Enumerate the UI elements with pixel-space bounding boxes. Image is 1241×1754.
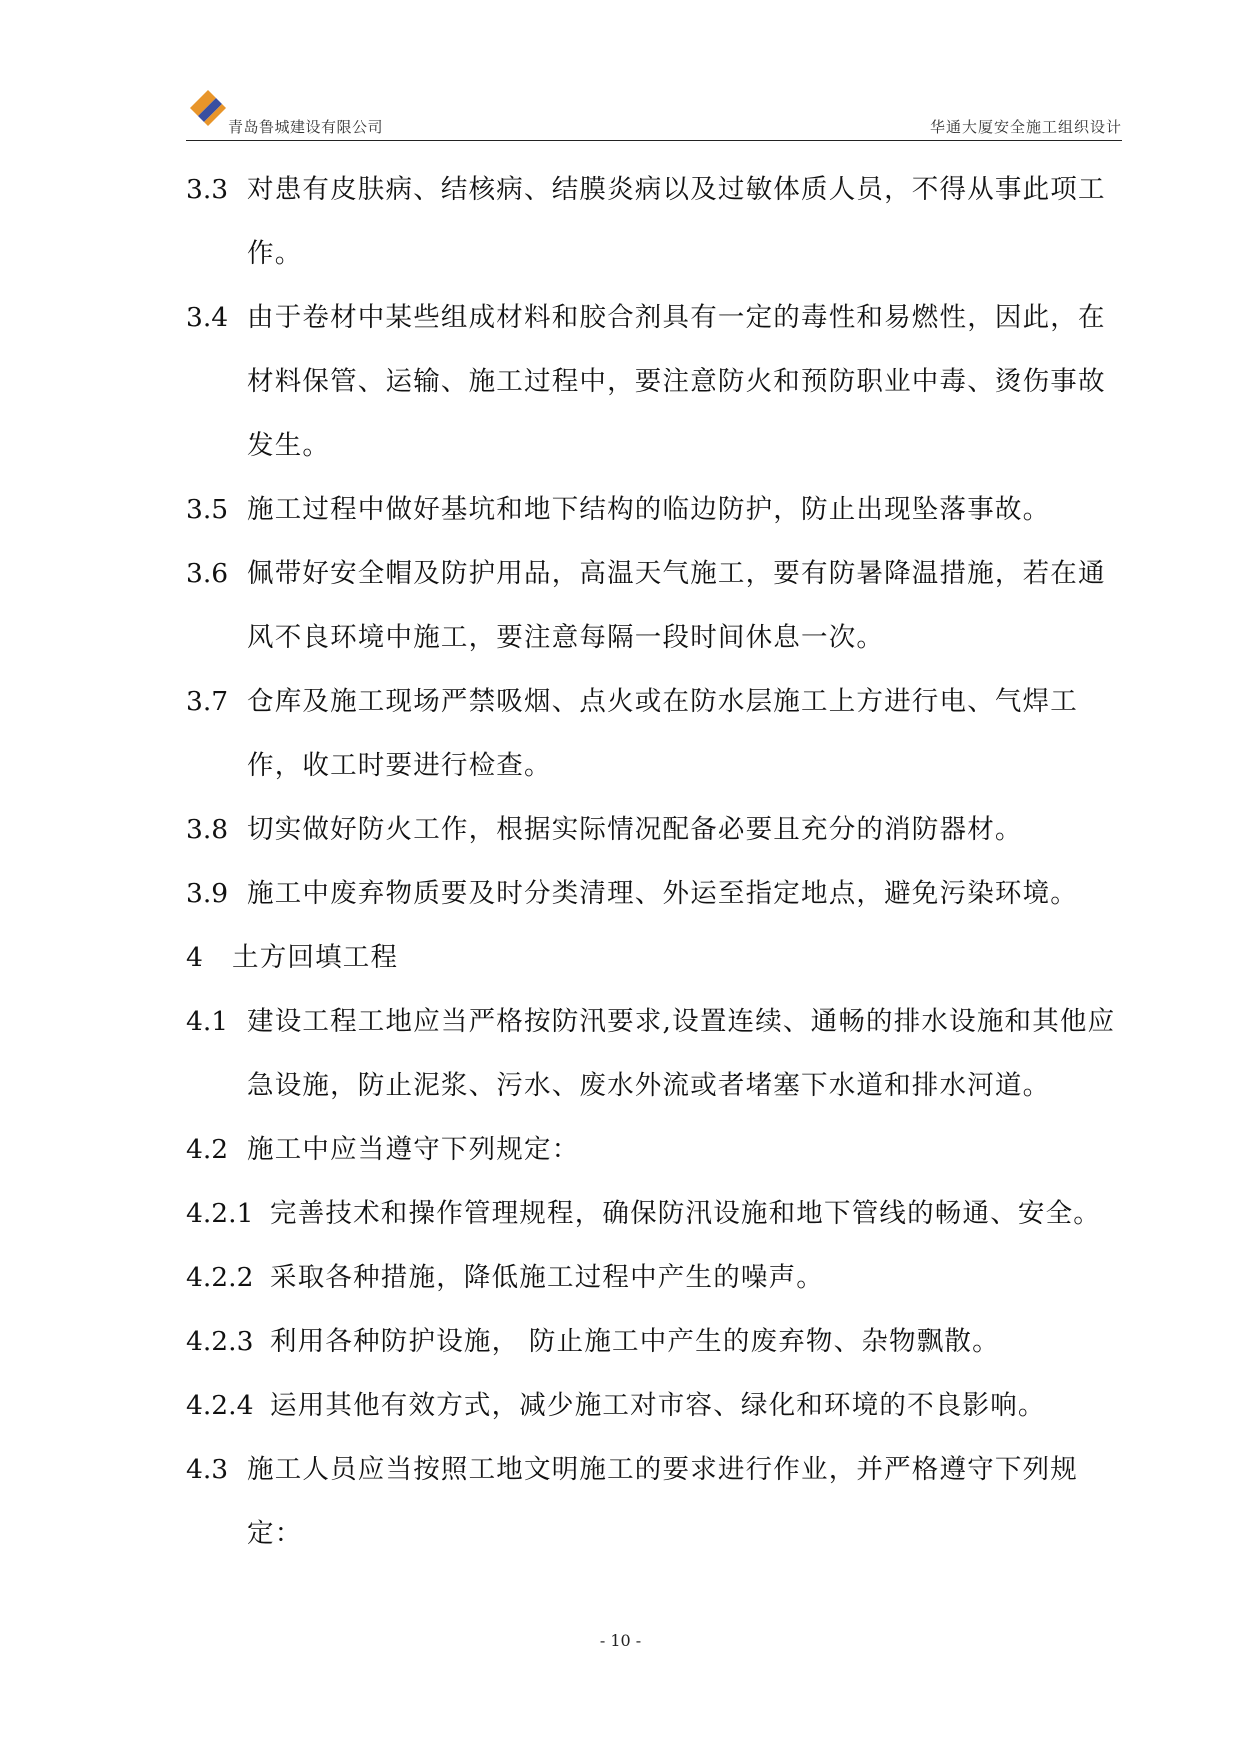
list-item <box>186 1310 1126 1374</box>
list-item <box>186 1438 1126 1566</box>
document-title: 华通大厦安全施工组织设计 <box>929 118 1122 136</box>
list-item <box>186 1182 1126 1246</box>
section-number: 4 <box>186 942 203 973</box>
list-item <box>186 1118 1126 1182</box>
clause-number: 4.2.2 <box>186 1262 254 1293</box>
list-item <box>186 542 1126 670</box>
list-item <box>186 286 1126 478</box>
clause-text: 对患有皮肤病、结核病、结膜炎病以及过敏体质人员，不得从事此项工作。 <box>247 174 1106 269</box>
clause-number: 4.1 <box>186 1006 229 1037</box>
clause-number: 3.9 <box>186 878 229 909</box>
clause-text: 由于卷材中某些组成材料和胶合剂具有一定的毒性和易燃性，因此，在材料保管、运输、施工过程中，要注意防火和预防职业中毒、烫伤事故发生。 <box>247 302 1106 461</box>
clause-number: 4.3 <box>186 1454 229 1485</box>
clause-text: 仓库及施工现场严禁吸烟、点火或在防水层施工上方进行电、气焊工作，收工时要进行检查。 <box>247 686 1078 781</box>
list-item <box>186 1374 1126 1438</box>
clause-text: 切实做好防火工作，根据实际情况配备必要且充分的消防器材。 <box>247 814 1023 845</box>
clause-text: 采取各种措施，降低施工过程中产生的噪声。 <box>270 1262 824 1293</box>
clause-number: 4.2 <box>186 1134 229 1165</box>
clause-number: 3.7 <box>186 686 229 717</box>
page-number: - 10 - <box>599 1631 642 1650</box>
list-item <box>186 1246 1126 1310</box>
list-item <box>186 862 1126 926</box>
clause-text: 佩带好安全帽及防护用品，高温天气施工，要有防暑降温措施，若在通风不良环境中施工，要注意每隔一段时间休息一次。 <box>247 558 1106 653</box>
page-header <box>186 86 1122 142</box>
clause-text: 施工过程中做好基坑和地下结构的临边防护，防止出现坠落事故。 <box>247 494 1051 525</box>
clause-text: 利用各种防护设施， 防止施工中产生的废弃物、杂物飘散。 <box>270 1326 1000 1357</box>
company-logo-icon <box>186 86 230 130</box>
list-item <box>186 798 1126 862</box>
clause-number: 4.2.1 <box>186 1198 254 1229</box>
list-item <box>186 478 1126 542</box>
list-item <box>186 990 1126 1118</box>
clause-text: 完善技术和操作管理规程，确保防汛设施和地下管线的畅通、安全。 <box>270 1198 1101 1229</box>
clause-number: 3.8 <box>186 814 229 845</box>
clause-number: 3.4 <box>186 302 229 333</box>
clause-text: 施工中废弃物质要及时分类清理、外运至指定地点，避免污染环境。 <box>247 878 1078 909</box>
clause-text: 建设工程工地应当严格按防汛要求,设置连续、通畅的排水设施和其他应急设施，防止泥浆、污水、废水外流或者堵塞下水道和排水河道。 <box>247 1006 1116 1101</box>
clause-text: 施工中应当遵守下列规定： <box>247 1134 580 1165</box>
clause-number: 4.2.3 <box>186 1326 254 1357</box>
clause-text: 运用其他有效方式，减少施工对市容、绿化和环境的不良影响。 <box>270 1390 1046 1421</box>
document-body <box>186 158 1126 1566</box>
section-heading <box>186 926 1126 990</box>
section-title: 土方回填工程 <box>232 942 399 973</box>
clause-text: 施工人员应当按照工地文明施工的要求进行作业，并严格遵守下列规定： <box>247 1454 1078 1549</box>
list-item <box>186 158 1126 286</box>
clause-number: 3.5 <box>186 494 229 525</box>
clause-number: 4.2.4 <box>186 1390 254 1421</box>
header-divider <box>186 140 1122 141</box>
company-name: 青岛鲁城建设有限公司 <box>228 118 384 136</box>
list-item <box>186 670 1126 798</box>
clause-number: 3.3 <box>186 174 229 205</box>
clause-number: 3.6 <box>186 558 229 589</box>
